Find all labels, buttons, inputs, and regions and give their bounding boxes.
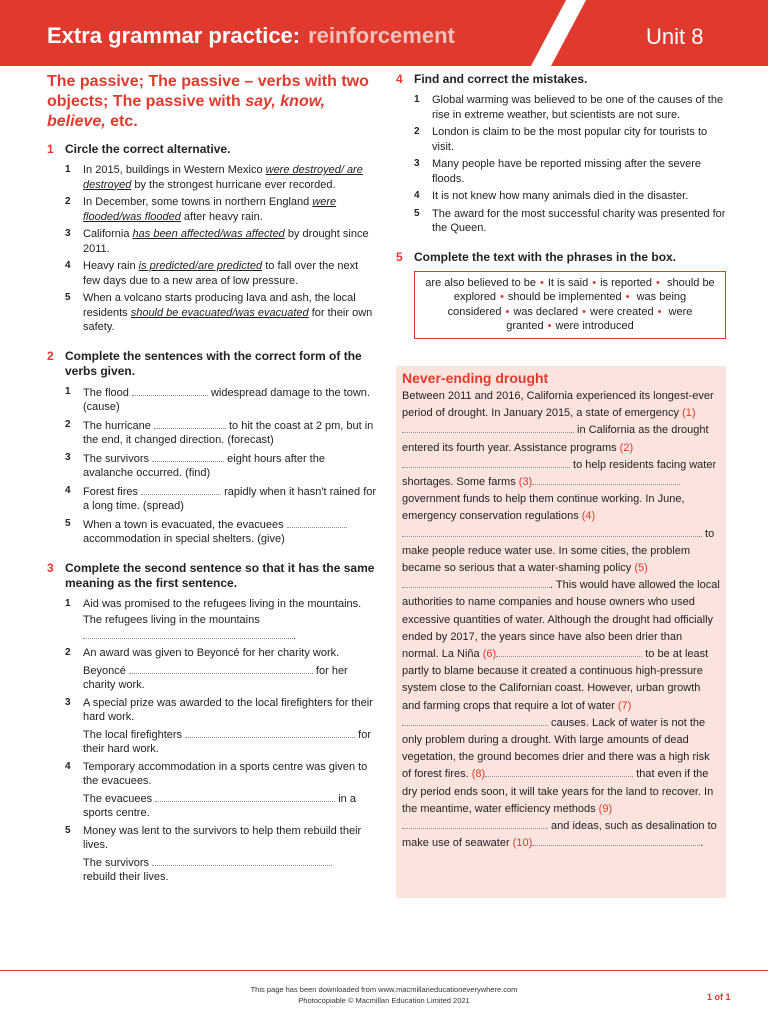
list-item [65,259,377,288]
item-text: Many people have be reported missing after the severe floods. [432,158,702,185]
answer-blank[interactable] [129,663,313,674]
text-segment: and ideas, such as desalination to make use of seawater [402,820,717,850]
item-number: 5 [414,207,420,219]
copyright-notice: Photocopiable © Macmillan Education Limited 2021 [298,996,470,1005]
title-main: Extra grammar practice: [47,23,301,48]
item-text: The hurricane [83,419,154,432]
answer-blank[interactable] [402,526,702,537]
gap-number: (3) [518,476,533,489]
list-item [65,385,377,415]
item-text: rapidly when it hasn't rained for a long time. (spread) [83,485,377,512]
item-text: Forest fires [83,485,142,498]
answer-blank[interactable] [287,517,347,528]
gap-number: (2) [619,441,634,454]
phrase: were introduced [555,320,634,332]
answer-blank[interactable] [155,791,335,802]
list-item [65,824,377,885]
phrase: should be implemented [507,291,622,303]
item-number: 1 [65,385,71,397]
bullet-dot: • [657,305,662,318]
item-number: 4 [65,260,71,271]
item-text: by drought since 2011. [83,228,369,255]
answer-blank[interactable] [485,766,633,777]
answer-blank[interactable] [402,457,570,468]
item-text: by the strongest hurricane ever recorded. [131,178,336,191]
answer-blank[interactable] [83,628,293,639]
item-number: 3 [65,696,71,708]
list-item [414,93,726,122]
answer-blank[interactable] [402,715,548,726]
item-text: Beyoncé [83,664,129,677]
phrase: is reported [600,276,653,289]
item-number: 4 [65,760,71,772]
q3-instruction: Complete the second sentence so that it has the same meaning as the first sentence. [65,560,375,590]
page-number: 1 of 1 [707,992,731,1002]
gap-number: (4) [581,510,596,523]
item-text: The flood [83,386,132,399]
footer-divider [0,970,768,971]
answer-blank[interactable] [496,646,642,657]
item-number: 1 [65,164,71,175]
q4-items [414,93,726,236]
list-item [414,189,726,204]
bullet-dot: • [547,320,552,332]
item-text: accommodation in special shelters. (give) [83,533,285,545]
item-number: 3 [65,228,71,239]
alternative-choice[interactable]: should be evacuated/was evacuated [130,306,309,319]
item-text: In December, some towns in northern England [83,196,313,208]
item-text: The survivors [83,856,153,869]
page-title [47,23,455,49]
answer-blank[interactable] [402,577,550,588]
gap-number: (1) [682,407,696,420]
answer-blank[interactable] [154,418,226,429]
reading-text-panel [396,366,726,898]
q5-instruction: Complete the text with the phrases in the box. [414,249,677,264]
item-number: 4 [65,484,71,496]
q2-items [65,385,377,547]
list-item [65,517,377,547]
item-text: In 2015, buildings in Western Mexico [83,164,266,176]
bullet-dot: • [592,276,597,289]
text-segment: in California as the drought entered its fourth year. Assistance programs [402,424,709,454]
item-number: 1 [65,597,71,609]
q1-number: 1 [47,142,54,156]
list-item [65,195,377,224]
text-segment: that even if the dry period ends soon, it will take years for the land to recover. In the meantime, water efficiency methods [402,768,714,815]
item-number: 3 [65,451,71,463]
phrase: should be explored [453,276,715,303]
reading-title: Never-ending drought [402,370,549,386]
item-text: When a volcano starts producing lava and ash, the local residents [83,292,356,319]
item-text: to hit the coast at 2 pm, but in the end, it changed direction. (forecast) [83,419,374,446]
item-text: for their own safety. [83,306,373,333]
q5-heading [396,250,726,265]
text-segment: to make people reduce water use. In some cities, the problem became so serious that a water-shaming policy [402,527,715,575]
text-segment: to help residents facing water shortages. Some farms [402,458,717,489]
first-sentence: An award was given to Beyoncé for her charity work. [83,647,340,659]
item-text: for their hard work. [83,728,372,755]
item-text: The evacuees [83,792,156,805]
answer-blank[interactable] [132,385,208,396]
item-number: 2 [65,196,71,207]
first-sentence: Aid was promised to the refugees living in the mountains. [83,597,362,610]
answer-blank[interactable] [402,818,548,829]
q4-number: 4 [396,72,403,86]
item-text: The local firefighters [83,728,186,741]
q4-instruction: Find and correct the mistakes. [414,72,588,86]
answer-blank[interactable] [532,835,700,846]
q3-items [65,597,377,885]
bullet-dot: • [656,276,660,289]
q3-heading [47,561,377,591]
phrase: are also believed to be [425,276,536,289]
item-number: 2 [414,126,420,137]
q4-heading [396,72,726,87]
item-number: 3 [414,158,420,169]
item-text: to fall over the next few days due to a new area of low pressure. [83,260,359,287]
answer-blank[interactable] [141,484,221,495]
left-column [47,72,377,899]
item-text: . [293,629,297,642]
item-number: 5 [65,824,71,836]
text-segment: causes. Lack of water is not the only problem during a drought. With large amounts of dead vegetation, the ground becomes drier and there was a high risk of forest fires. [402,716,710,781]
item-text: The refugees living in the mountains [83,614,260,626]
list-item [414,207,726,236]
list-item [65,418,377,448]
gap-number: (5) [634,562,648,575]
answer-blank[interactable] [532,474,680,485]
item-text: The award for the most successful charity was presented for the Queen. [432,207,726,234]
q1-items [65,163,377,335]
answer-blank[interactable] [152,451,224,462]
bullet-dot: • [582,305,586,318]
item-text: in a sports centre. [83,792,356,819]
bullet-dot: • [500,291,504,303]
text-segment: to be at least partly to blame because it created a continuous high-pressure system close to the Californian coast. However, urban growth and farming crops that require a lot of water [402,648,709,712]
gap-number: (8) [471,768,486,781]
header-banner [0,0,768,66]
q2-number: 2 [47,348,54,363]
download-notice: This page has been downloaded from www.macmillaneducationeverywhere.com [250,985,518,994]
item-number: 5 [65,517,71,529]
bullet-dot: • [539,276,544,289]
title-part-b: say, know, believe, [47,93,326,130]
q3-number: 3 [47,560,54,575]
q2-heading [47,349,377,379]
right-column [396,72,726,353]
item-number: 5 [65,292,71,303]
list-item [65,696,377,757]
phrase: was being considered [447,291,687,318]
item-text: London is claim to be the most popular city for tourists to visit. [432,126,708,153]
q1-heading [47,142,377,157]
answer-blank[interactable] [185,727,355,738]
q1-instruction: Circle the correct alternative. [65,142,231,156]
item-number: 4 [414,190,420,201]
list-item [65,451,377,481]
alternative-choice[interactable]: were destroyed/ are destroyed [83,164,363,191]
list-item [65,291,377,335]
phrase: were granted [506,305,693,332]
text-segment: . [700,837,704,850]
item-number: 2 [65,647,71,658]
list-item [414,157,726,186]
gap-number: (10) [512,837,533,850]
header-slash [529,0,587,70]
item-text: Global warming was believed to be one of the causes of the rise in extreme weather, but scientists are not sure. [432,94,724,121]
list-item [65,227,377,256]
first-sentence: Money was lent to the survivors to help them rebuild their lives. [83,824,362,851]
list-item [414,125,726,154]
item-number: 1 [414,94,420,105]
item-number: 2 [65,418,71,430]
list-item [65,760,377,821]
list-item [65,484,377,514]
item-text: eight hours after the avalanche occurred. (find) [83,452,325,479]
phrase: was declared [513,305,579,318]
title-part-c: etc. [105,113,138,130]
list-item [65,646,377,693]
item-text: widespread damage to the town. (cause) [83,386,370,413]
q5-number: 5 [396,249,403,264]
first-sentence: A special prize was awarded to the local firefighters for their hard work. [83,696,373,723]
footer [0,984,768,1006]
gap-number: (9) [598,802,613,815]
item-text: It is not knew how many animals died in the disaster. [432,190,689,202]
item-text: Heavy rain [83,260,139,272]
section-title [47,72,377,132]
text-segment: government funds to help them continue working. In June, emergency conservation regulations [402,493,685,523]
item-text: for her charity work. [83,664,348,691]
title-part-a: The passive; The passive – verbs with two objects; The passive with [47,73,369,110]
item-text: rebuild their lives. [83,871,169,883]
alternative-choice[interactable]: were flooded/was flooded [83,196,337,223]
reading-body [402,388,720,852]
gap-number: (6) [482,648,497,661]
bullet-dot: • [505,305,510,318]
text-segment: Between 2011 and 2016, California experienced its longest-ever period of drought. In January 2015, a state of emergency [402,390,714,420]
phrase: It is said [547,276,589,289]
answer-blank[interactable] [402,422,574,433]
alternative-choice[interactable]: has been affected/was affected [132,228,285,240]
gap-number: (7) [617,699,632,712]
title-accent: reinforcement [308,23,455,48]
item-text: after heavy rain. [180,210,263,223]
answer-blank[interactable] [152,855,332,866]
list-item [65,597,377,644]
list-item [65,163,377,192]
alternative-choice[interactable]: is predicted/are predicted [138,260,263,272]
phrase-box [414,271,726,339]
phrase: were created [590,305,654,318]
first-sentence: Temporary accommodation in a sports centre was given to the evacuees. [83,760,368,787]
unit-label: Unit 8 [646,24,704,49]
item-text: When a town is evacuated, the evacuees [83,518,287,531]
bullet-dot: • [625,291,630,303]
text-segment: . This would have allowed the local authorities to name companies and house owners who used excessive quantities of water. Although the drought had officially ended by 2017, the years since have also been drier than normal. La Niña [402,579,720,661]
q2-instruction: Complete the sentences with the correct form of the verbs given. [65,348,362,378]
item-text: The survivors [83,452,153,465]
item-text: California [83,228,133,240]
